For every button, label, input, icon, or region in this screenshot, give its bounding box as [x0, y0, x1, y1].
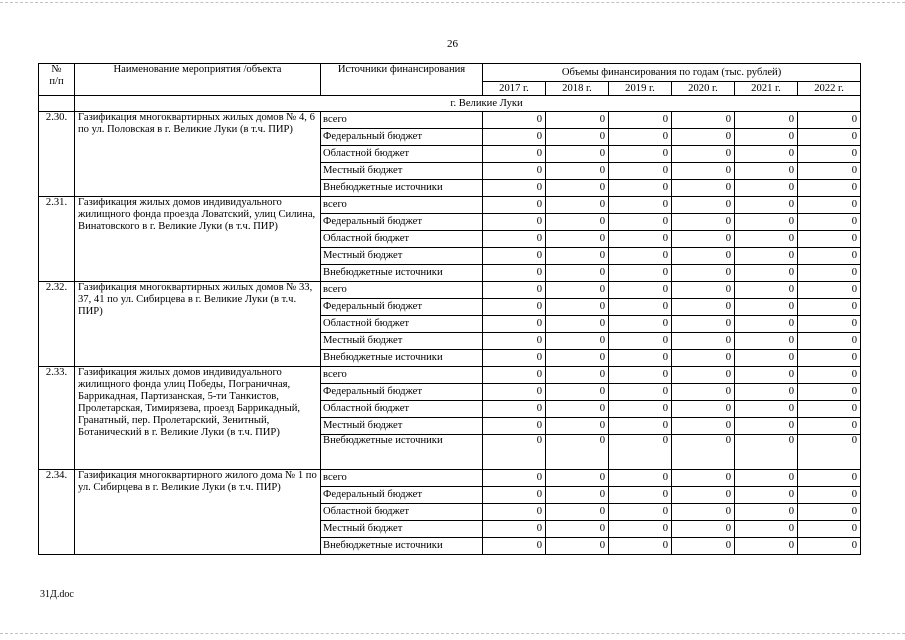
funding-source: Местный бюджет: [321, 248, 483, 265]
value-cell: 0: [798, 265, 861, 282]
value-cell: 0: [672, 265, 735, 282]
value-cell: 0: [483, 163, 546, 180]
value-cell: 0: [609, 282, 672, 299]
header-name: Наименование мероприятия /объекта: [75, 64, 321, 96]
funding-source: Федеральный бюджет: [321, 487, 483, 504]
funding-source: Областной бюджет: [321, 146, 483, 163]
value-cell: 0: [735, 112, 798, 129]
value-cell: 0: [735, 299, 798, 316]
value-cell: 0: [483, 146, 546, 163]
table-row: [39, 197, 861, 214]
value-cell: 0: [483, 435, 546, 470]
value-cell: 0: [483, 367, 546, 384]
value-cell: 0: [672, 197, 735, 214]
value-cell: 0: [735, 470, 798, 487]
value-cell: 0: [483, 418, 546, 435]
value-cell: 0: [546, 470, 609, 487]
value-cell: 0: [672, 521, 735, 538]
value-cell: 0: [546, 146, 609, 163]
value-cell: 0: [546, 384, 609, 401]
value-cell: 0: [735, 180, 798, 197]
value-cell: 0: [735, 538, 798, 555]
value-cell: 0: [483, 231, 546, 248]
value-cell: 0: [735, 504, 798, 521]
item-number: 2.30.: [39, 112, 75, 197]
value-cell: 0: [798, 401, 861, 418]
value-cell: 0: [483, 333, 546, 350]
value-cell: 0: [546, 350, 609, 367]
value-cell: 0: [483, 470, 546, 487]
funding-source: Областной бюджет: [321, 231, 483, 248]
funding-source: Местный бюджет: [321, 163, 483, 180]
value-cell: 0: [735, 435, 798, 470]
value-cell: 0: [798, 231, 861, 248]
value-cell: 0: [798, 112, 861, 129]
value-cell: 0: [672, 487, 735, 504]
value-cell: 0: [798, 214, 861, 231]
funding-source: Федеральный бюджет: [321, 299, 483, 316]
city-heading: г. Великие Луки: [75, 96, 861, 112]
value-cell: 0: [798, 129, 861, 146]
value-cell: 0: [735, 333, 798, 350]
value-cell: 0: [483, 487, 546, 504]
value-cell: 0: [483, 299, 546, 316]
funding-source: Внебюджетные источники: [321, 265, 483, 282]
value-cell: 0: [798, 384, 861, 401]
funding-source: Федеральный бюджет: [321, 129, 483, 146]
value-cell: 0: [672, 282, 735, 299]
value-cell: 0: [672, 538, 735, 555]
item-number: 2.32.: [39, 282, 75, 367]
value-cell: 0: [546, 112, 609, 129]
funding-source: Федеральный бюджет: [321, 214, 483, 231]
value-cell: 0: [609, 316, 672, 333]
value-cell: 0: [483, 504, 546, 521]
value-cell: 0: [483, 282, 546, 299]
funding-source: Местный бюджет: [321, 521, 483, 538]
scan-edge-top: [0, 2, 905, 3]
value-cell: 0: [483, 265, 546, 282]
value-cell: 0: [546, 401, 609, 418]
value-cell: 0: [609, 231, 672, 248]
value-cell: 0: [546, 504, 609, 521]
funding-source: всего: [321, 282, 483, 299]
value-cell: 0: [672, 129, 735, 146]
value-cell: 0: [483, 112, 546, 129]
value-cell: 0: [798, 248, 861, 265]
value-cell: 0: [672, 214, 735, 231]
value-cell: 0: [483, 214, 546, 231]
value-cell: 0: [672, 180, 735, 197]
value-cell: 0: [609, 538, 672, 555]
value-cell: 0: [546, 487, 609, 504]
value-cell: 0: [735, 231, 798, 248]
item-number: 2.34.: [39, 470, 75, 555]
value-cell: 0: [609, 265, 672, 282]
value-cell: 0: [546, 418, 609, 435]
value-cell: 0: [672, 299, 735, 316]
value-cell: 0: [735, 265, 798, 282]
value-cell: 0: [672, 418, 735, 435]
value-cell: 0: [735, 248, 798, 265]
value-cell: 0: [609, 248, 672, 265]
value-cell: 0: [546, 265, 609, 282]
value-cell: 0: [735, 521, 798, 538]
value-cell: 0: [609, 418, 672, 435]
value-cell: 0: [609, 350, 672, 367]
value-cell: 0: [546, 316, 609, 333]
value-cell: 0: [609, 180, 672, 197]
value-cell: 0: [483, 538, 546, 555]
value-cell: 0: [735, 418, 798, 435]
funding-source: Внебюджетные источники: [321, 350, 483, 367]
value-cell: 0: [546, 214, 609, 231]
value-cell: 0: [798, 418, 861, 435]
value-cell: 0: [735, 282, 798, 299]
item-name: Газификация жилых домов индивидуального жилищного фонда улиц Победы, Пограничная, Баррикадная, Партизанская, 5-ти Танкистов, Пролетарская, Тимирязева, проезд Баррикадный, Гранатный, пер. Пролетарский, Зенитный, Ботанический в г. Великие Луки (в т.ч. ПИР): [75, 367, 321, 470]
funding-source: Федеральный бюджет: [321, 384, 483, 401]
header-year: 2018 г.: [546, 82, 609, 96]
value-cell: 0: [735, 350, 798, 367]
value-cell: 0: [609, 384, 672, 401]
value-cell: 0: [609, 146, 672, 163]
value-cell: 0: [546, 333, 609, 350]
header-year: 2020 г.: [672, 82, 735, 96]
value-cell: 0: [735, 401, 798, 418]
value-cell: 0: [546, 538, 609, 555]
value-cell: 0: [735, 384, 798, 401]
value-cell: 0: [798, 299, 861, 316]
value-cell: 0: [798, 333, 861, 350]
value-cell: 0: [672, 504, 735, 521]
value-cell: 0: [735, 129, 798, 146]
value-cell: 0: [609, 129, 672, 146]
value-cell: 0: [798, 487, 861, 504]
value-cell: 0: [483, 248, 546, 265]
value-cell: 0: [483, 197, 546, 214]
item-number: 2.31.: [39, 197, 75, 282]
value-cell: 0: [483, 521, 546, 538]
value-cell: 0: [798, 180, 861, 197]
value-cell: 0: [735, 214, 798, 231]
funding-source: Местный бюджет: [321, 333, 483, 350]
header-year: 2019 г.: [609, 82, 672, 96]
value-cell: 0: [609, 521, 672, 538]
table-row: [39, 367, 861, 384]
value-cell: 0: [735, 197, 798, 214]
value-cell: 0: [672, 231, 735, 248]
value-cell: 0: [546, 180, 609, 197]
value-cell: 0: [672, 401, 735, 418]
header-year: 2017 г.: [483, 82, 546, 96]
value-cell: 0: [483, 180, 546, 197]
value-cell: 0: [672, 316, 735, 333]
value-cell: 0: [735, 163, 798, 180]
value-cell: 0: [546, 129, 609, 146]
value-cell: 0: [546, 367, 609, 384]
value-cell: 0: [609, 435, 672, 470]
funding-source: Областной бюджет: [321, 316, 483, 333]
value-cell: 0: [483, 316, 546, 333]
value-cell: 0: [798, 146, 861, 163]
value-cell: 0: [798, 470, 861, 487]
value-cell: 0: [609, 487, 672, 504]
value-cell: 0: [672, 470, 735, 487]
value-cell: 0: [672, 146, 735, 163]
header-sources: Источники финансирования: [321, 64, 483, 96]
value-cell: 0: [672, 367, 735, 384]
value-cell: 0: [546, 197, 609, 214]
value-cell: 0: [798, 538, 861, 555]
item-name: Газификация жилых домов индивидуального жилищного фонда проезда Ловатский, улиц Силина, Винатовского в г. Великие Луки (в т.ч. ПИР): [75, 197, 321, 282]
value-cell: 0: [798, 367, 861, 384]
funding-source: всего: [321, 197, 483, 214]
value-cell: 0: [672, 163, 735, 180]
value-cell: 0: [798, 316, 861, 333]
table-row: [39, 112, 861, 129]
funding-source: всего: [321, 367, 483, 384]
value-cell: 0: [798, 521, 861, 538]
value-cell: 0: [609, 112, 672, 129]
value-cell: 0: [798, 163, 861, 180]
funding-source: всего: [321, 112, 483, 129]
header-volumes: Объемы финансирования по годам (тыс. рублей): [483, 64, 861, 82]
funding-source: Внебюджетные источники: [321, 180, 483, 197]
scan-edge-bottom: [0, 633, 905, 634]
value-cell: 0: [483, 129, 546, 146]
item-name: Газификация многоквартирных жилых домов № 4, 6 по ул. Половская в г. Великие Луки (в т.ч. ПИР): [75, 112, 321, 197]
financing-table: [38, 63, 861, 555]
value-cell: 0: [798, 350, 861, 367]
value-cell: 0: [609, 470, 672, 487]
table-row: [39, 282, 861, 299]
header-year: 2022 г.: [798, 82, 861, 96]
value-cell: 0: [672, 333, 735, 350]
value-cell: 0: [546, 163, 609, 180]
value-cell: 0: [483, 384, 546, 401]
value-cell: 0: [546, 282, 609, 299]
value-cell: 0: [546, 299, 609, 316]
funding-source: Областной бюджет: [321, 504, 483, 521]
value-cell: 0: [609, 333, 672, 350]
value-cell: 0: [672, 248, 735, 265]
value-cell: 0: [609, 367, 672, 384]
funding-source: Областной бюджет: [321, 401, 483, 418]
value-cell: 0: [609, 197, 672, 214]
value-cell: 0: [798, 504, 861, 521]
value-cell: 0: [609, 504, 672, 521]
value-cell: 0: [672, 112, 735, 129]
value-cell: 0: [609, 401, 672, 418]
funding-source: Местный бюджет: [321, 418, 483, 435]
value-cell: 0: [672, 350, 735, 367]
value-cell: 0: [672, 384, 735, 401]
item-name: Газификация многоквартирного жилого дома № 1 по ул. Сибирцева в г. Великие Луки (в т.ч. ПИР): [75, 470, 321, 555]
value-cell: 0: [609, 163, 672, 180]
value-cell: 0: [798, 282, 861, 299]
funding-source: всего: [321, 470, 483, 487]
value-cell: 0: [609, 299, 672, 316]
value-cell: 0: [798, 435, 861, 470]
page-number: 26: [447, 38, 458, 50]
value-cell: 0: [483, 401, 546, 418]
value-cell: 0: [546, 435, 609, 470]
value-cell: 0: [735, 146, 798, 163]
value-cell: 0: [546, 231, 609, 248]
value-cell: 0: [483, 350, 546, 367]
funding-source: Внебюджетные источники: [321, 435, 483, 470]
value-cell: 0: [798, 197, 861, 214]
value-cell: 0: [609, 214, 672, 231]
header-year: 2021 г.: [735, 82, 798, 96]
header-number: № п/п: [39, 64, 75, 96]
table-row: [39, 470, 861, 487]
footer-filename: 31Д.doc: [40, 589, 74, 600]
value-cell: 0: [735, 367, 798, 384]
value-cell: 0: [735, 487, 798, 504]
item-number: 2.33.: [39, 367, 75, 470]
value-cell: 0: [672, 435, 735, 470]
item-name: Газификация многоквартирных жилых домов № 33, 37, 41 по ул. Сибирцева в г. Великие Луки (в т.ч. ПИР): [75, 282, 321, 367]
funding-source: Внебюджетные источники: [321, 538, 483, 555]
value-cell: 0: [546, 248, 609, 265]
value-cell: 0: [546, 521, 609, 538]
value-cell: 0: [735, 316, 798, 333]
